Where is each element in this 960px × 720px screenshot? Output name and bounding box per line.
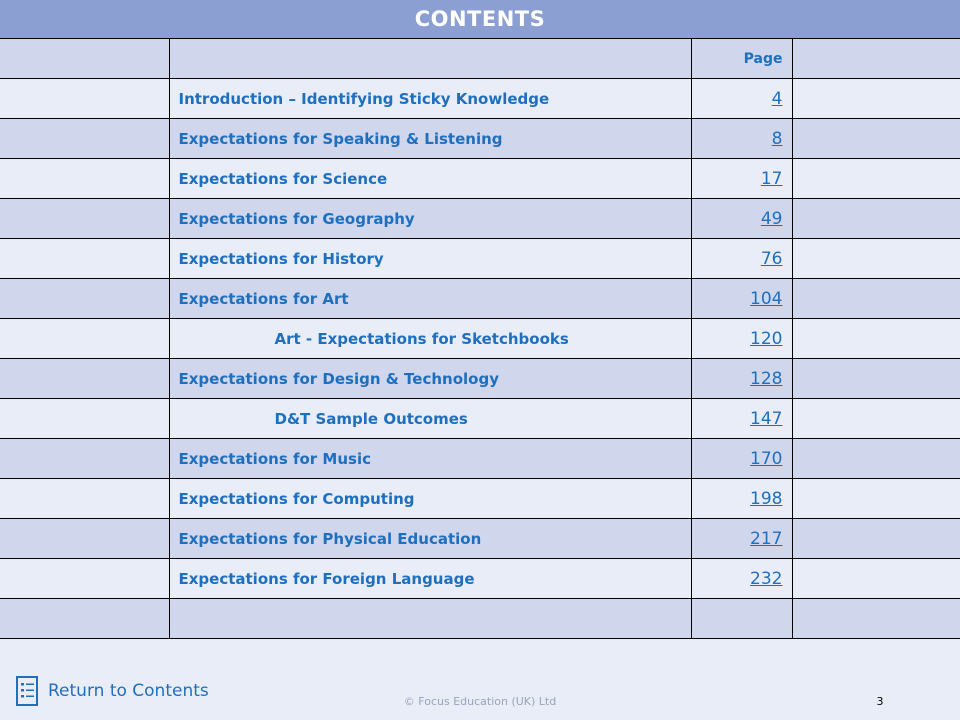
empty-row [0,599,960,639]
table-row [0,79,960,119]
table-row [0,359,960,399]
entry-title: Expectations for Design & Technology [169,359,691,399]
page-link[interactable]: 198 [691,479,792,519]
entry-title: Expectations for Science [169,159,691,199]
page-link[interactable]: 17 [691,159,792,199]
entry-title: Expectations for Speaking & Listening [169,119,691,159]
empty-cell [792,39,960,79]
table-row [0,439,960,479]
entry-title: Expectations for Art [169,279,691,319]
page-title: CONTENTS [0,0,960,38]
entry-title: D&T Sample Outcomes [169,399,691,439]
page-link[interactable]: 147 [691,399,792,439]
table-row [0,239,960,279]
page-link[interactable]: 8 [691,119,792,159]
page-link[interactable]: 170 [691,439,792,479]
entry-title: Expectations for Foreign Language [169,559,691,599]
entry-title: Expectations for Music [169,439,691,479]
page-link[interactable]: 4 [691,79,792,119]
contents-table [0,38,960,639]
page-link[interactable]: 232 [691,559,792,599]
entry-title: Expectations for Geography [169,199,691,239]
page-link[interactable]: 76 [691,239,792,279]
page-link[interactable]: 104 [691,279,792,319]
table-row [0,319,960,359]
entry-title: Expectations for Computing [169,479,691,519]
copyright-text: © Focus Education (UK) Ltd [403,695,557,708]
table-row [0,199,960,239]
empty-cell [169,39,691,79]
page-column-header: Page [691,39,792,79]
page-link[interactable]: 128 [691,359,792,399]
table-row [0,519,960,559]
entry-title: Art - Expectations for Sketchbooks [169,319,691,359]
footer [0,666,960,720]
page-link[interactable]: 120 [691,319,792,359]
table-row [0,559,960,599]
return-label: Return to Contents [48,681,209,701]
page-link[interactable]: 49 [691,199,792,239]
table-row [0,119,960,159]
table-row [0,279,960,319]
table-row [0,159,960,199]
table-header-row [0,39,960,79]
page-link[interactable]: 217 [691,519,792,559]
entry-title: Expectations for History [169,239,691,279]
entry-title: Expectations for Physical Education [169,519,691,559]
table-row [0,399,960,439]
empty-cell [0,39,169,79]
entry-title: Introduction – Identifying Sticky Knowledge [169,79,691,119]
table-row [0,479,960,519]
page-number: 3 [876,695,884,708]
